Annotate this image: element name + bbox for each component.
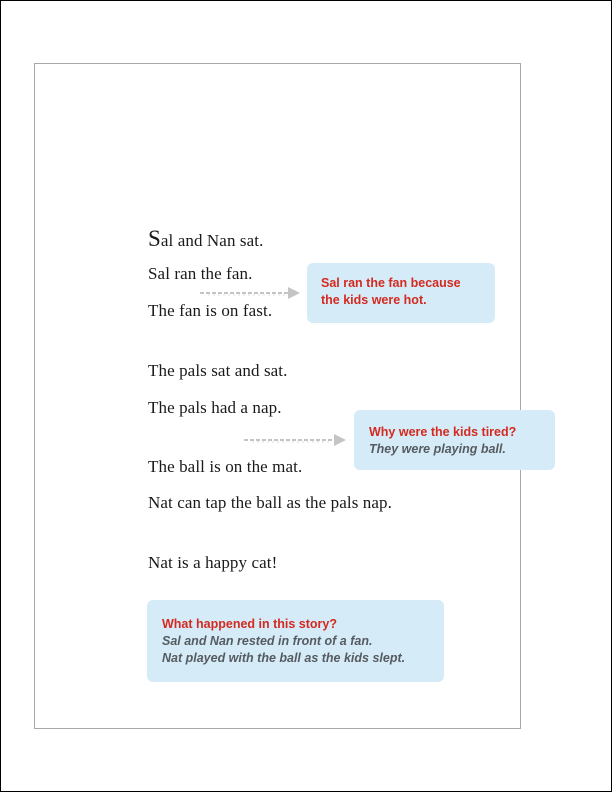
story-line-6: The ball is on the mat. [148, 457, 303, 476]
note-story-summary [147, 600, 444, 682]
note-tired-question: Why were the kids tired? [369, 425, 517, 439]
story-line-8: Nat is a happy cat! [148, 553, 278, 572]
story-line-5: The pals had a nap. [148, 398, 282, 417]
note-summary-answer-line-1: Sal and Nan rested in front of a fan. [162, 634, 373, 648]
arrow-icon-tired-note [242, 433, 348, 447]
note-fan-reason [307, 263, 495, 323]
story-line-1-rest: al and Nan sat. [160, 231, 264, 250]
note-tired-answer: They were playing ball. [369, 442, 506, 456]
note-kids-tired [354, 410, 555, 470]
arrow-icon-fan-note [198, 286, 302, 300]
story-line-7: Nat can tap the ball as the pals nap. [148, 493, 392, 512]
note-fan-line-1: Sal ran the fan because [321, 276, 461, 290]
story-line-2: Sal ran the fan. [148, 264, 253, 283]
story-line-1 [148, 226, 263, 252]
story-line-3: The fan is on fast. [148, 301, 273, 320]
note-summary-answer-line-2: Nat played with the ball as the kids slept. [162, 651, 406, 665]
note-fan-line-2: the kids were hot. [321, 293, 427, 307]
drop-cap-letter: S [148, 226, 161, 251]
note-summary-question: What happened in this story? [162, 617, 338, 631]
story-line-4: The pals sat and sat. [148, 361, 288, 380]
